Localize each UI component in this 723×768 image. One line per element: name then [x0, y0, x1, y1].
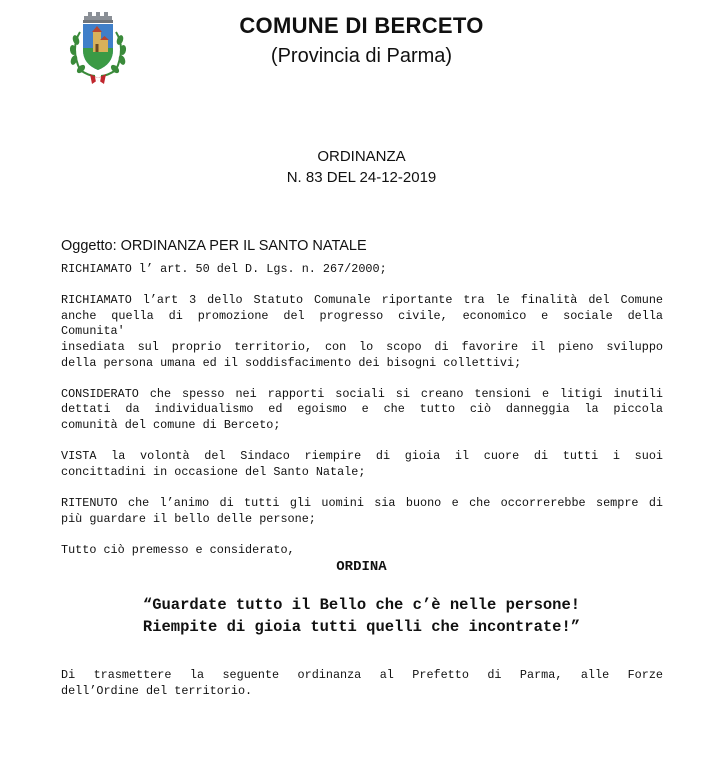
quote-line-2: Riempite di gioia tutti quelli che incontrate!” [142, 618, 581, 636]
body-line: anche quella di promozione del progresso civile, economico e sociale della [61, 308, 663, 323]
body-line: CONSIDERATO che spesso nei rapporti sociali si creano tensioni e litigi inutili [61, 386, 663, 401]
body-line: RITENUTO che l’animo di tutti gli uomini sia buono e che occorrerebbe sempre di [61, 495, 663, 510]
paragraph-richiamato-statuto [61, 293, 663, 371]
paragraph-premesso [61, 543, 663, 559]
body-line: della persona umana ed il soddisfacimento dei bisogni collettivi; [61, 355, 522, 370]
paragraph-richiamato-art50 [61, 262, 663, 278]
body-line: concittadini in occasione del Santo Natale; [61, 464, 366, 479]
quote-line-1: “Guardate tutto il Bello che c’è nelle persone! [142, 596, 581, 614]
body-line: Comunita' [61, 324, 125, 339]
closing-line-1: Di trasmettere la seguente ordinanza al Prefetto di Parma, alle Forze [61, 668, 663, 682]
paragraph-considerato [61, 387, 663, 434]
ordinance-heading: ORDINANZA [317, 148, 406, 165]
body-line: RICHIAMATO l’ art. 50 del D. Lgs. n. 267/2000; [61, 262, 387, 276]
municipal-crest-icon [62, 8, 134, 88]
closing-line-2: dell’Ordine del territorio. [61, 683, 253, 698]
paragraph-ritenuto [61, 496, 663, 527]
body-line: più guardare il bello delle persone; [61, 511, 316, 526]
body-line: RICHIAMATO l’art 3 dello Statuto Comunale riportante tra le finalità del Comune [61, 293, 663, 308]
closing-paragraph [61, 668, 663, 699]
body-line: comunità del comune di Berceto; [61, 417, 281, 432]
body-line: Tutto ciò premesso e considerato, [61, 542, 295, 557]
body-line: insediata sul proprio territorio, con lo scopo di favorire il pieno sviluppo [61, 339, 663, 354]
municipality-title: COMUNE DI BERCETO [239, 13, 484, 38]
document-header [220, 12, 503, 70]
order-quote [0, 594, 723, 638]
ordinance-number: N. 83 DEL 24-12-2019 [286, 169, 437, 186]
province-subtitle: (Provincia di Parma) [270, 45, 453, 67]
body-line: dettati da individualismo ed egoismo e che tutto ciò danneggia la piccola [61, 402, 663, 417]
subject-line: Oggetto: ORDINANZA PER IL SANTO NATALE [61, 238, 367, 254]
ordina-heading: ORDINA [336, 559, 387, 575]
paragraph-vista [61, 449, 663, 480]
body-line: VISTA la volontà del Sindaco riempire di gioia il cuore di tutti i suoi [61, 449, 663, 464]
ordinance-heading-block [200, 146, 523, 188]
document-body [61, 262, 663, 574]
